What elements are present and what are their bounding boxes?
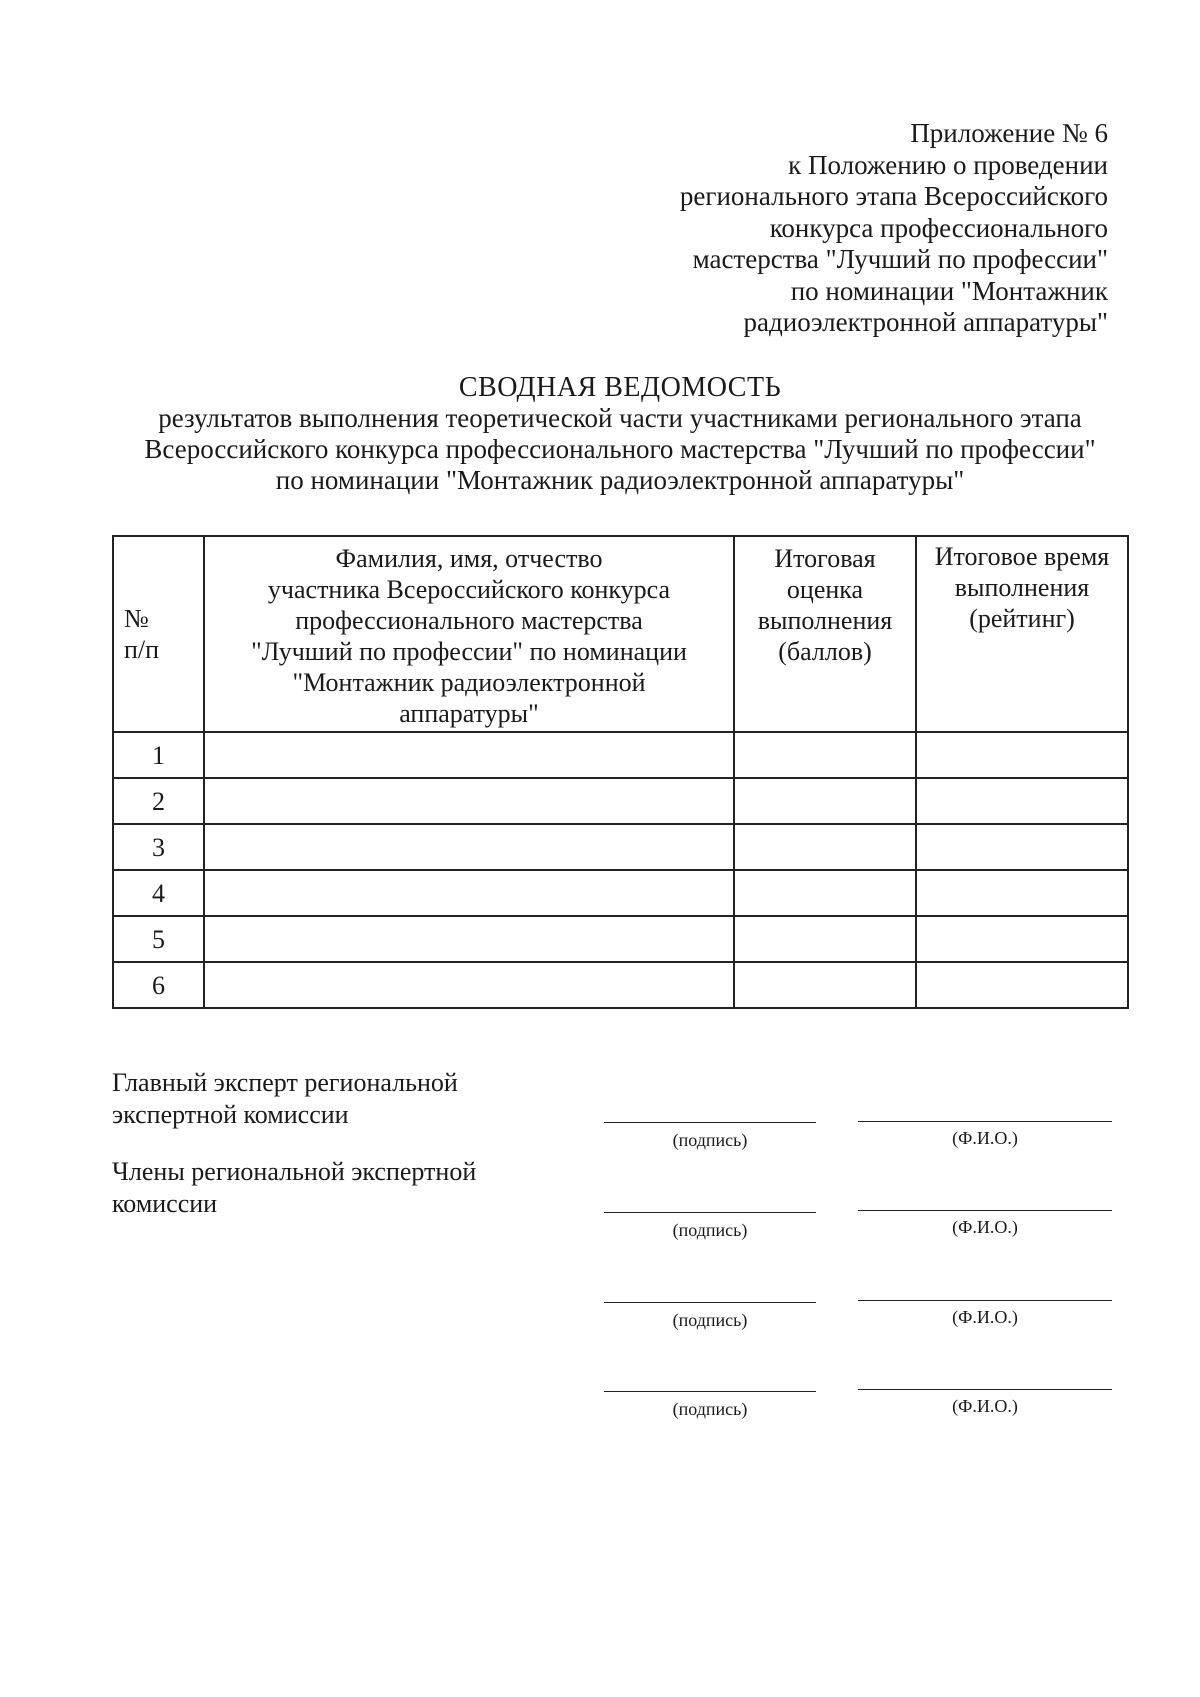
appendix-line: Приложение № 6 (910, 118, 1108, 148)
signature-line[interactable] (604, 1212, 816, 1213)
fio-line[interactable] (858, 1210, 1112, 1211)
appendix-line: радиоэлектронной аппаратуры" (743, 307, 1108, 337)
score-cell[interactable] (734, 916, 916, 962)
header-final-score (734, 536, 916, 732)
header-name-line: аппаратуры" (399, 699, 539, 728)
row-number: 4 (113, 870, 204, 916)
row-number: 1 (113, 732, 204, 778)
fio-caption: (Ф.И.О.) (952, 1396, 1018, 1416)
signature-line[interactable] (604, 1391, 816, 1392)
appendix-line: по номинации "Монтажник (790, 275, 1108, 306)
header-number (113, 536, 204, 732)
chief-expert-line: Главный эксперт региональной (112, 1068, 458, 1097)
participant-name-cell[interactable] (204, 732, 734, 778)
header-name-line: "Монтажник радиоэлектронной (292, 668, 646, 697)
score-cell[interactable] (734, 824, 916, 870)
table-row (113, 824, 1128, 870)
signature-caption: (подпись) (672, 1130, 748, 1150)
score-cell[interactable] (734, 870, 916, 916)
results-table (112, 535, 1129, 1009)
appendix-line: мастерства "Лучший по профессии" (692, 244, 1108, 274)
document-title-block (100, 372, 1140, 496)
commission-members-label (112, 1156, 476, 1220)
time-cell[interactable] (916, 870, 1128, 916)
subtitle-line: по номинации "Монтажник радиоэлектронной аппаратуры" (275, 465, 965, 495)
header-time-line: Итоговое время (934, 542, 1110, 571)
signature-line[interactable] (604, 1302, 816, 1303)
score-cell[interactable] (734, 778, 916, 824)
row-number: 6 (113, 962, 204, 1008)
time-cell[interactable] (916, 962, 1128, 1008)
appendix-line: к Положению о проведении (788, 149, 1108, 180)
score-cell[interactable] (734, 962, 916, 1008)
time-cell[interactable] (916, 732, 1128, 778)
header-score-line: (баллов) (778, 637, 872, 666)
table-row (113, 962, 1128, 1008)
header-time-line: (рейтинг) (969, 604, 1075, 633)
table-row (113, 778, 1128, 824)
header-name-line: профессионального мастерства (295, 606, 643, 635)
table-row (113, 732, 1128, 778)
participant-name-cell[interactable] (204, 916, 734, 962)
header-score-line: Итоговая (774, 544, 876, 573)
participant-name-cell[interactable] (204, 778, 734, 824)
participant-name-cell[interactable] (204, 870, 734, 916)
fio-line[interactable] (858, 1389, 1112, 1390)
signature-line[interactable] (604, 1122, 816, 1123)
row-number: 3 (113, 824, 204, 870)
appendix-reference (548, 118, 1108, 339)
header-name-line: "Лучший по профессии" по номинации (251, 637, 687, 666)
row-number: 2 (113, 778, 204, 824)
time-cell[interactable] (916, 778, 1128, 824)
appendix-line: регионального этапа Всероссийского (679, 181, 1108, 211)
fio-caption: (Ф.И.О.) (952, 1307, 1018, 1327)
members-line: комиссии (112, 1189, 218, 1218)
members-line: Члены региональной экспертной (112, 1157, 477, 1186)
subtitle-line: Всероссийского конкурса профессионального мастерства "Лучший по профессии" (144, 434, 1096, 464)
table-row (113, 916, 1128, 962)
header-participant-name (204, 536, 734, 732)
table-row (113, 870, 1128, 916)
header-name-line: участника Всероссийского конкурса (267, 575, 671, 604)
appendix-line: конкурса профессионального (769, 212, 1108, 243)
document-title: СВОДНАЯ ВЕДОМОСТЬ (458, 372, 782, 403)
header-score-line: оценка (786, 575, 864, 604)
participant-name-cell[interactable] (204, 824, 734, 870)
fio-line[interactable] (858, 1300, 1112, 1301)
score-cell[interactable] (734, 732, 916, 778)
fio-caption: (Ф.И.О.) (952, 1217, 1018, 1237)
chief-expert-label (112, 1067, 458, 1131)
header-number-line: п/п (124, 635, 160, 664)
signature-caption: (подпись) (672, 1399, 748, 1419)
header-name-line: Фамилия, имя, отчество (335, 544, 603, 573)
time-cell[interactable] (916, 824, 1128, 870)
signature-caption: (подпись) (672, 1310, 748, 1330)
participant-name-cell[interactable] (204, 962, 734, 1008)
header-final-time (916, 536, 1128, 732)
time-cell[interactable] (916, 916, 1128, 962)
fio-caption: (Ф.И.О.) (952, 1128, 1018, 1148)
fio-line[interactable] (858, 1121, 1112, 1122)
header-score-line: выполнения (757, 606, 893, 635)
header-number-line: № (124, 604, 149, 633)
chief-expert-line: экспертной комиссии (112, 1100, 349, 1129)
header-time-line: выполнения (954, 573, 1090, 602)
table-header-row (113, 536, 1128, 732)
row-number: 5 (113, 916, 204, 962)
signature-caption: (подпись) (672, 1220, 748, 1240)
subtitle-line: результатов выполнения теоретической части участниками регионального этапа (158, 403, 1082, 433)
